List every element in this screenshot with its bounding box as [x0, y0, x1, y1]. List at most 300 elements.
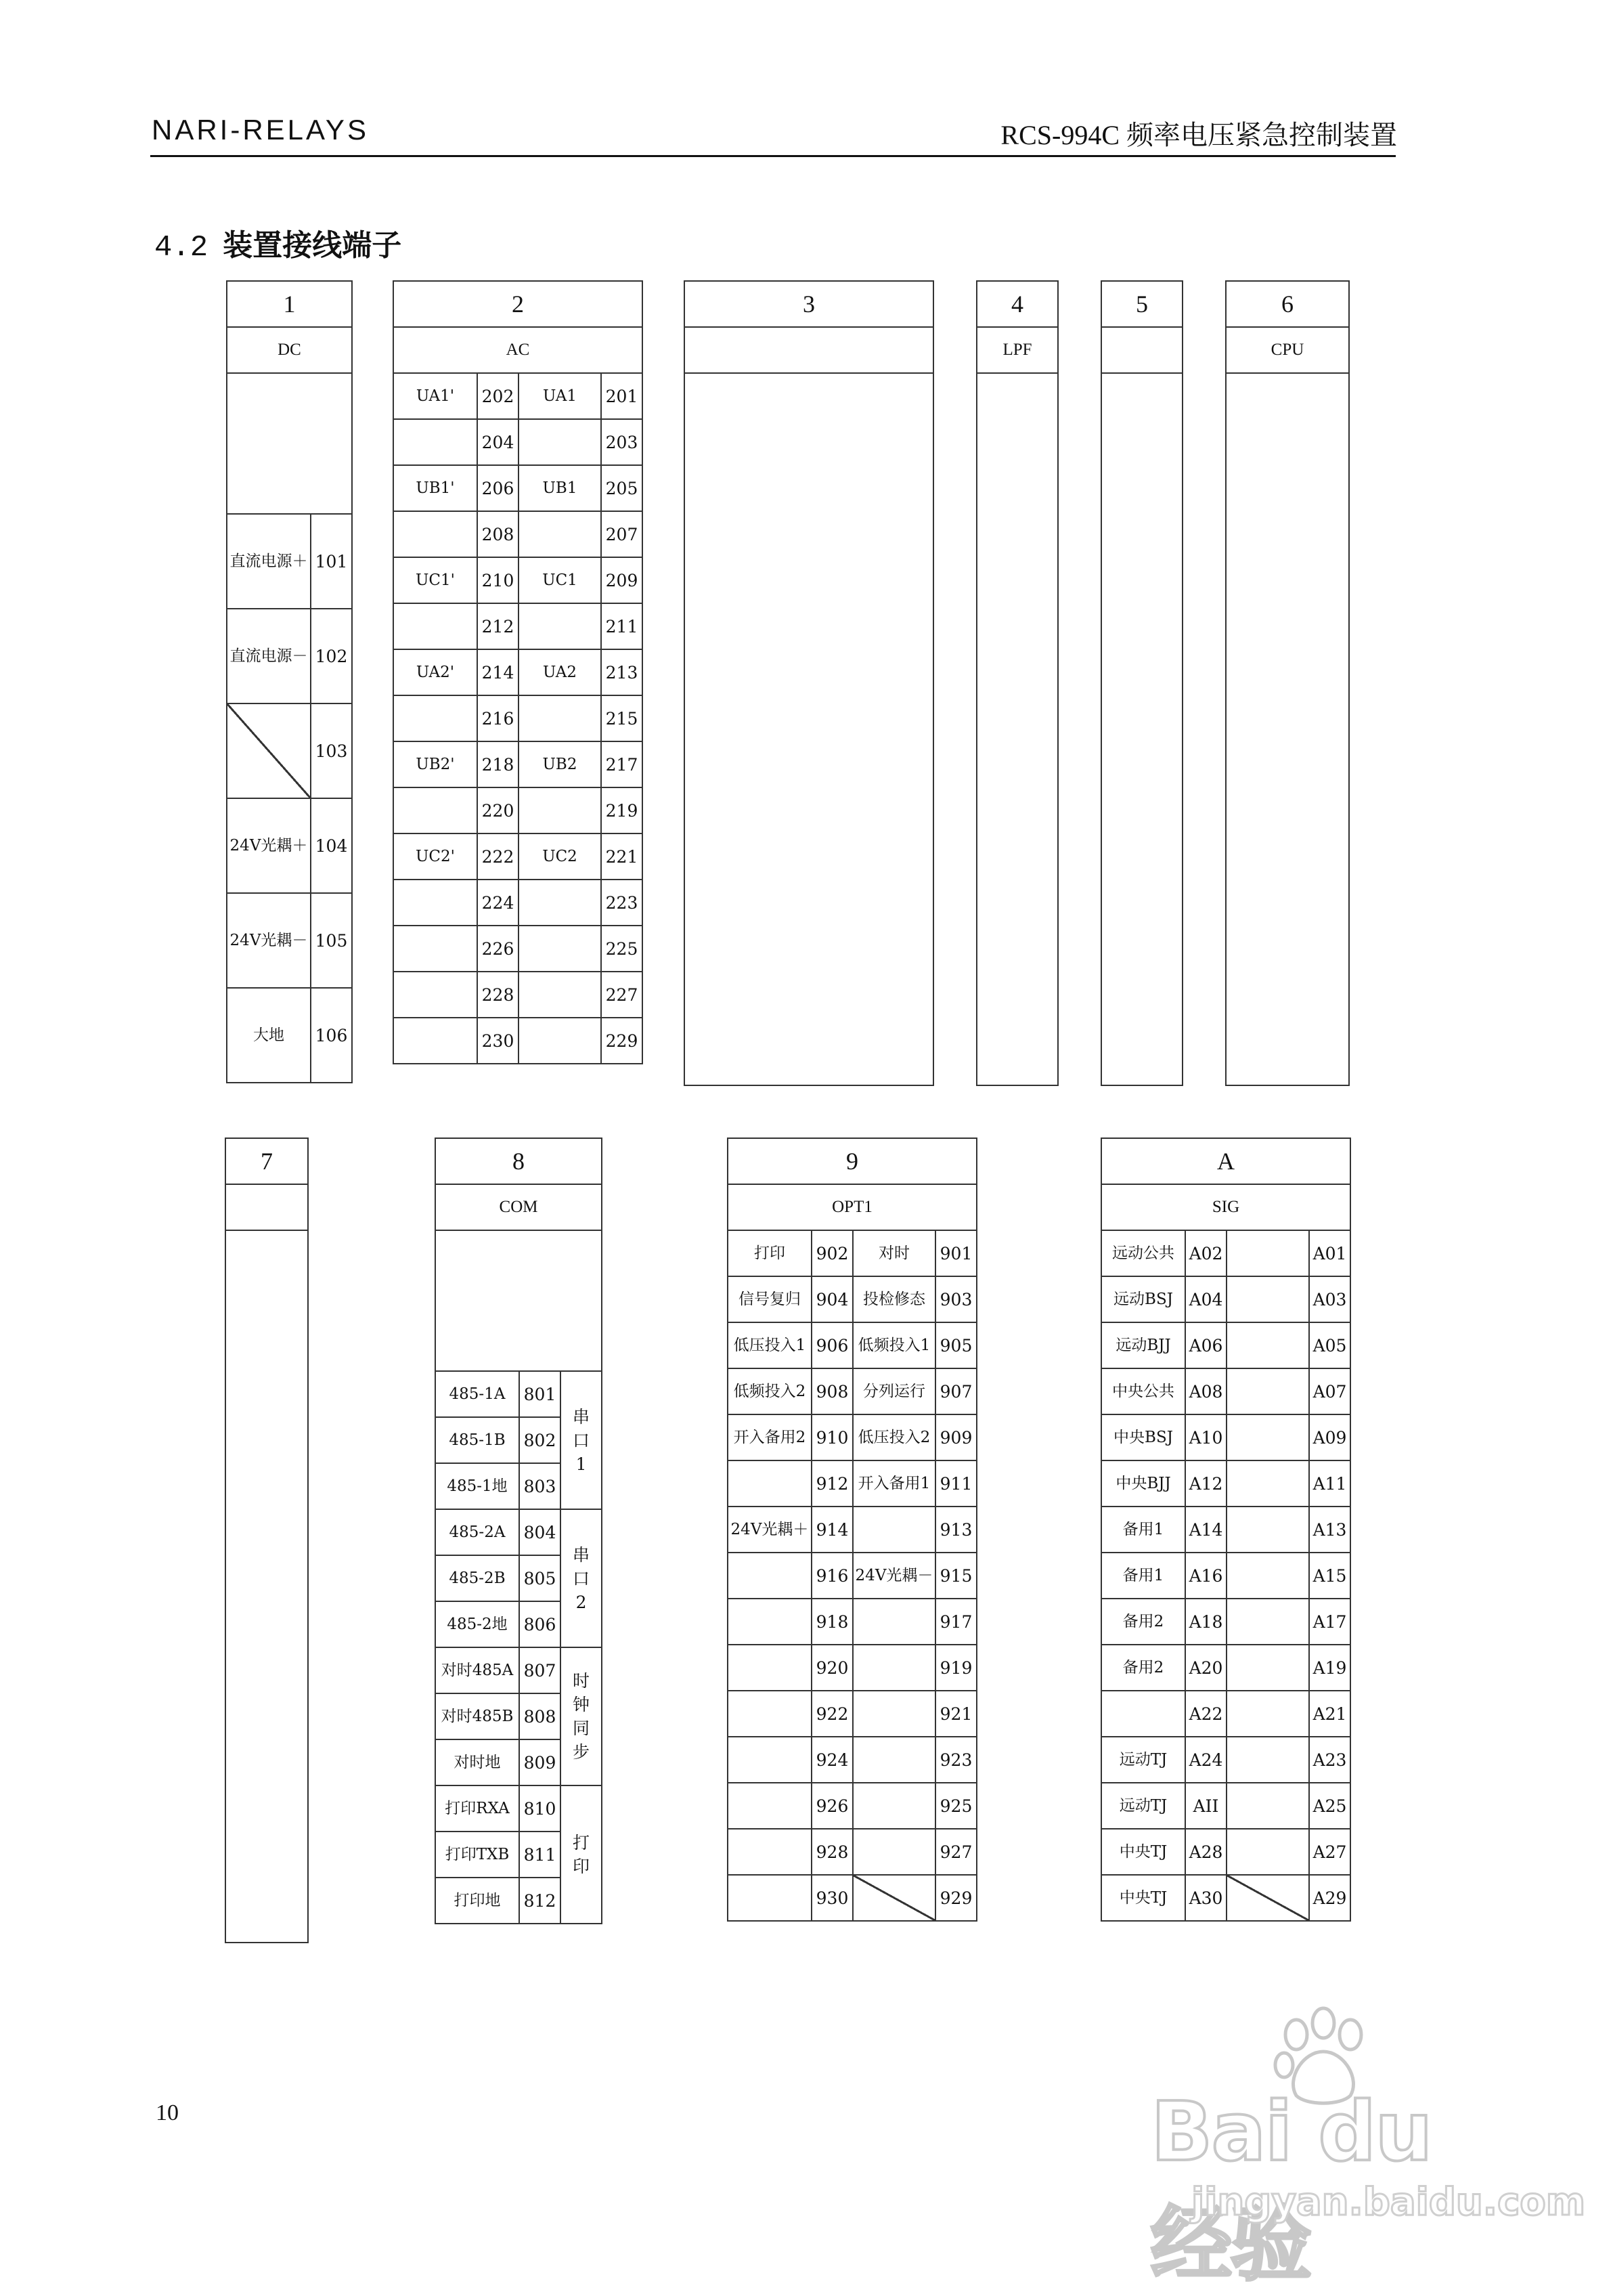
terminal-number-left: 228 — [477, 972, 518, 1018]
terminal-number-right: A29 — [1309, 1875, 1350, 1921]
terminal-row — [393, 926, 642, 972]
terminal-label-left — [393, 511, 477, 557]
board-7 — [225, 1138, 309, 1943]
board-number: 8 — [435, 1138, 602, 1184]
board-number: 6 — [1226, 281, 1349, 327]
terminal-number-left: A12 — [1185, 1460, 1227, 1507]
terminal-number-left: A08 — [1185, 1368, 1227, 1414]
terminal-label: 直流电源－ — [227, 609, 311, 703]
board-number: 3 — [684, 281, 933, 327]
terminal-label-right — [853, 1783, 935, 1829]
empty-area — [435, 1230, 602, 1371]
terminal-label-right — [1227, 1783, 1309, 1829]
terminal-row — [393, 511, 642, 557]
terminal-label-left: 中央TJ — [1101, 1875, 1185, 1921]
terminal-number-right: 923 — [935, 1737, 977, 1783]
terminal-number-right: 223 — [601, 880, 642, 926]
terminal-number-right: 925 — [935, 1783, 977, 1829]
terminal-number-right: 907 — [935, 1368, 977, 1414]
terminal-label-right — [853, 1599, 935, 1645]
terminal-number-right: A21 — [1309, 1691, 1350, 1737]
terminal-number-right: 921 — [935, 1691, 977, 1737]
terminal-label-right: 投检修态 — [853, 1276, 935, 1322]
terminal-row — [435, 1371, 602, 1417]
empty-area — [684, 373, 933, 1085]
terminal-label-right — [853, 1691, 935, 1737]
terminal-label-right — [518, 511, 601, 557]
board-type: COM — [435, 1184, 602, 1230]
board-8-rows — [435, 1371, 602, 1924]
terminal-number: 102 — [311, 609, 352, 703]
section-heading — [154, 221, 401, 265]
terminal-label-left — [393, 787, 477, 833]
terminal-row — [393, 880, 642, 926]
terminal-number-right: A07 — [1309, 1368, 1350, 1414]
terminal-row — [393, 787, 642, 833]
terminal-number: 101 — [311, 514, 352, 609]
terminal-number-left: A10 — [1185, 1414, 1227, 1460]
board-6-cpu — [1225, 280, 1350, 1086]
terminal-row — [393, 649, 642, 695]
terminal-number-left: 914 — [812, 1507, 853, 1553]
terminal-label-left: 中央TJ — [1101, 1829, 1185, 1875]
terminal-number-right: A01 — [1309, 1230, 1350, 1276]
terminal-label-left: 打印 — [728, 1230, 812, 1276]
empty-area — [1101, 373, 1183, 1085]
terminal-number-left: 908 — [812, 1368, 853, 1414]
terminal-row — [1101, 1507, 1350, 1553]
terminal-number-right: A13 — [1309, 1507, 1350, 1553]
terminal-number-right: 905 — [935, 1322, 977, 1368]
terminal-number-left: 208 — [477, 511, 518, 557]
terminal-number-right: A09 — [1309, 1414, 1350, 1460]
terminal-number-left: 214 — [477, 649, 518, 695]
board-type: DC — [227, 327, 352, 373]
terminal-row — [728, 1553, 977, 1599]
terminal-label-left: UB1' — [393, 465, 477, 511]
terminal-label-left — [728, 1829, 812, 1875]
board-type — [684, 327, 933, 373]
terminal-number: 801 — [519, 1371, 560, 1417]
terminal-number: 805 — [519, 1555, 560, 1601]
terminal-number-right: A23 — [1309, 1737, 1350, 1783]
terminal-number-right: 211 — [601, 603, 642, 649]
terminal-number-right: 205 — [601, 465, 642, 511]
terminal-number-right: A19 — [1309, 1645, 1350, 1691]
terminal-number: 809 — [519, 1739, 560, 1785]
terminal-number: 106 — [311, 988, 352, 1083]
unused-terminal-slash — [1227, 1875, 1309, 1921]
terminal-number-right: 225 — [601, 926, 642, 972]
board-1-dc — [226, 280, 353, 1083]
terminal-number-left: A20 — [1185, 1645, 1227, 1691]
terminal-number-left: A24 — [1185, 1737, 1227, 1783]
baidu-jingyan-watermark — [1151, 2004, 1586, 2292]
terminal-label-left: 低频投入2 — [728, 1368, 812, 1414]
terminal-number: 804 — [519, 1509, 560, 1555]
board-5 — [1101, 280, 1183, 1086]
terminal-label-right — [1227, 1599, 1309, 1645]
terminal-number-left: A28 — [1185, 1829, 1227, 1875]
terminal-number-left: 928 — [812, 1829, 853, 1875]
terminal-row — [1101, 1875, 1350, 1921]
terminal-label-right — [853, 1737, 935, 1783]
terminal-label-left — [393, 926, 477, 972]
terminal-label-left: 远动TJ — [1101, 1737, 1185, 1783]
terminal-label-right — [1227, 1230, 1309, 1276]
terminal-number-left: 920 — [812, 1645, 853, 1691]
terminal-number-right: A15 — [1309, 1553, 1350, 1599]
terminal-label: 485-2A — [435, 1509, 519, 1555]
terminal-row — [393, 741, 642, 787]
terminal-label-left — [728, 1553, 812, 1599]
terminal-number-left: 926 — [812, 1783, 853, 1829]
terminal-label-left — [728, 1783, 812, 1829]
terminal-number-right: 217 — [601, 741, 642, 787]
terminal-number-right: 221 — [601, 833, 642, 880]
terminal-label-left: UC2' — [393, 833, 477, 880]
board-4-lpf — [976, 280, 1059, 1086]
terminal-group-label: 串口1 — [560, 1371, 602, 1509]
terminal-label-left — [393, 695, 477, 741]
board-2-rows — [393, 373, 642, 1064]
board-number: A — [1101, 1138, 1350, 1184]
empty-area — [227, 373, 352, 514]
terminal-number-left: A22 — [1185, 1691, 1227, 1737]
terminal-label-right: UC1 — [518, 557, 601, 603]
terminal-row — [1101, 1645, 1350, 1691]
terminal-number-left: 904 — [812, 1276, 853, 1322]
terminal-label-left: UC1' — [393, 557, 477, 603]
watermark-url: jingyan.baidu.com — [1191, 2180, 1586, 2224]
terminal-group-label: 串口2 — [560, 1509, 602, 1647]
terminal-label-left: 备用2 — [1101, 1599, 1185, 1645]
terminal-label-right: UA1 — [518, 373, 601, 419]
terminal-label-left — [393, 419, 477, 465]
terminal-label: 对时485B — [435, 1693, 519, 1739]
terminal-label-left: 低压投入1 — [728, 1322, 812, 1368]
terminal-label-left — [393, 972, 477, 1018]
terminal-number-left: 906 — [812, 1322, 853, 1368]
terminal-label-left: 备用2 — [1101, 1645, 1185, 1691]
terminal-number-right: 219 — [601, 787, 642, 833]
terminal-number-left: A14 — [1185, 1507, 1227, 1553]
terminal-number-right: 203 — [601, 419, 642, 465]
terminal-row — [728, 1783, 977, 1829]
terminal-label-right — [518, 926, 601, 972]
terminal-label-right — [518, 1018, 601, 1064]
board-type: SIG — [1101, 1184, 1350, 1230]
terminal-label: 485-2地 — [435, 1601, 519, 1647]
terminal-label-right — [518, 695, 601, 741]
board-type — [1101, 327, 1183, 373]
terminal-row — [1101, 1829, 1350, 1875]
terminal-number-right: A05 — [1309, 1322, 1350, 1368]
terminal-number-right: 213 — [601, 649, 642, 695]
terminal-row — [728, 1645, 977, 1691]
board-number: 4 — [977, 281, 1058, 327]
terminal-row — [393, 557, 642, 603]
terminal-number-right: A17 — [1309, 1599, 1350, 1645]
terminal-number-right: 929 — [935, 1875, 977, 1921]
terminal-group-label: 时钟同步 — [560, 1647, 602, 1785]
terminal-label-left: 24V光耦＋ — [728, 1507, 812, 1553]
terminal-number: 808 — [519, 1693, 560, 1739]
board-type — [225, 1184, 308, 1230]
terminal-number-right: 903 — [935, 1276, 977, 1322]
empty-area — [977, 373, 1058, 1085]
terminal-label: 对时地 — [435, 1739, 519, 1785]
terminal-label-right — [518, 880, 601, 926]
board-9-rows — [728, 1230, 977, 1921]
terminal-row — [1101, 1368, 1350, 1414]
terminal-label: 打印地 — [435, 1878, 519, 1924]
terminal-group-label: 打印 — [560, 1785, 602, 1924]
terminal-label-left: 信号复归 — [728, 1276, 812, 1322]
terminal-row — [393, 419, 642, 465]
terminal-number: 103 — [311, 703, 352, 798]
terminal-label-left: 中央公共 — [1101, 1368, 1185, 1414]
terminal-row — [1101, 1460, 1350, 1507]
terminal-label-right — [1227, 1368, 1309, 1414]
terminal-number-right: 207 — [601, 511, 642, 557]
terminal-row — [728, 1691, 977, 1737]
board-number: 1 — [227, 281, 352, 327]
terminal-number-left: 918 — [812, 1599, 853, 1645]
board-8-com — [435, 1138, 602, 1924]
terminal-label-left: UB2' — [393, 741, 477, 787]
terminal-number-right: 911 — [935, 1460, 977, 1507]
terminal-label: 485-1地 — [435, 1463, 519, 1509]
terminal-number-left: A04 — [1185, 1276, 1227, 1322]
terminal-number-left: 220 — [477, 787, 518, 833]
terminal-label-left — [728, 1460, 812, 1507]
empty-area — [1226, 373, 1349, 1085]
terminal-number-left: AII — [1185, 1783, 1227, 1829]
terminal-number-right: 215 — [601, 695, 642, 741]
terminal-label-left — [728, 1737, 812, 1783]
terminal-label-left: 备用1 — [1101, 1553, 1185, 1599]
terminal-row — [728, 1875, 977, 1921]
terminal-number: 802 — [519, 1417, 560, 1463]
terminal-number: 803 — [519, 1463, 560, 1509]
terminal-label-right: UB2 — [518, 741, 601, 787]
terminal-label: 打印TXB — [435, 1832, 519, 1878]
terminal-number-left: A18 — [1185, 1599, 1227, 1645]
terminal-label: 对时485A — [435, 1647, 519, 1693]
board-2-ac — [393, 280, 643, 1064]
terminal-number-right: 209 — [601, 557, 642, 603]
terminal-label-right — [853, 1645, 935, 1691]
terminal-label: 大地 — [227, 988, 311, 1083]
terminal-row — [1101, 1322, 1350, 1368]
terminal-number-right: 917 — [935, 1599, 977, 1645]
terminal-row — [1101, 1414, 1350, 1460]
terminal-label-left: 中央BSJ — [1101, 1414, 1185, 1460]
terminal-number-left: 212 — [477, 603, 518, 649]
terminal-label: 24V光耦＋ — [227, 798, 311, 893]
terminal-number-left: A02 — [1185, 1230, 1227, 1276]
terminal-row — [1101, 1599, 1350, 1645]
header-rule — [150, 155, 1396, 157]
terminal-number: 810 — [519, 1785, 560, 1832]
terminal-label-right — [1227, 1829, 1309, 1875]
terminal-label-right — [1227, 1553, 1309, 1599]
terminal-label-left: UA2' — [393, 649, 477, 695]
terminal-row — [435, 1509, 602, 1555]
terminal-label-right — [1227, 1507, 1309, 1553]
terminal-label-left: 远动公共 — [1101, 1230, 1185, 1276]
header-product-title: RCS-994C 频率电压紧急控制装置 — [1000, 120, 1397, 150]
terminal-number-right: 915 — [935, 1553, 977, 1599]
terminal-number-left: 902 — [812, 1230, 853, 1276]
terminal-label-right: 低频投入1 — [853, 1322, 935, 1368]
board-type: AC — [393, 327, 642, 373]
terminal-row — [728, 1599, 977, 1645]
terminal-number-left: 206 — [477, 465, 518, 511]
section-title: 装置接线端子 — [223, 228, 402, 263]
terminal-label-left: 远动BJJ — [1101, 1322, 1185, 1368]
terminal-row — [393, 972, 642, 1018]
terminal-number: 104 — [311, 798, 352, 893]
terminal-row — [728, 1276, 977, 1322]
terminal-number-left: 226 — [477, 926, 518, 972]
terminal-label-right — [1227, 1276, 1309, 1322]
terminal-number-right: 901 — [935, 1230, 977, 1276]
terminal-row — [1101, 1737, 1350, 1783]
terminal-label-right: 对时 — [853, 1230, 935, 1276]
terminal-label-left — [1101, 1691, 1185, 1737]
terminal-label-right — [1227, 1691, 1309, 1737]
empty-area — [225, 1230, 308, 1943]
board-a-sig — [1101, 1138, 1351, 1922]
terminal-label-right — [1227, 1645, 1309, 1691]
terminal-number-right: A03 — [1309, 1276, 1350, 1322]
terminal-number-left: 910 — [812, 1414, 853, 1460]
terminal-number: 806 — [519, 1601, 560, 1647]
terminal-row — [728, 1414, 977, 1460]
terminal-number-left: 210 — [477, 557, 518, 603]
terminal-number-left: 204 — [477, 419, 518, 465]
terminal-label-left — [728, 1645, 812, 1691]
terminal-number-left: A16 — [1185, 1553, 1227, 1599]
terminal-number-right: A25 — [1309, 1783, 1350, 1829]
terminal-number-right: 909 — [935, 1414, 977, 1460]
terminal-number-left: 930 — [812, 1875, 853, 1921]
terminal-row — [1101, 1783, 1350, 1829]
terminal-label: 485-2B — [435, 1555, 519, 1601]
terminal-row — [393, 465, 642, 511]
terminal-number-right: 927 — [935, 1829, 977, 1875]
terminal-label-right — [1227, 1414, 1309, 1460]
terminal-number-left: 216 — [477, 695, 518, 741]
board-type: CPU — [1226, 327, 1349, 373]
terminal-number-left: 218 — [477, 741, 518, 787]
terminal-label-left — [728, 1691, 812, 1737]
terminal-label-left — [393, 1018, 477, 1064]
page-number: 10 — [156, 2100, 179, 2125]
terminal-row — [435, 1785, 602, 1832]
terminal-label-left: 中央BJJ — [1101, 1460, 1185, 1507]
terminal-number-left: A30 — [1185, 1875, 1227, 1921]
terminal-row — [393, 603, 642, 649]
terminal-number-right: A27 — [1309, 1829, 1350, 1875]
board-9-opt1 — [727, 1138, 977, 1922]
terminal-number-left: 912 — [812, 1460, 853, 1507]
terminal-row — [1101, 1553, 1350, 1599]
terminal-label-right: UB1 — [518, 465, 601, 511]
terminal-label: 24V光耦－ — [227, 893, 311, 988]
watermark-brand: Bai du 经验 — [1151, 2085, 1432, 2292]
terminal-label-right — [518, 603, 601, 649]
terminal-row — [393, 1018, 642, 1064]
terminal-number-left: 922 — [812, 1691, 853, 1737]
terminal-number-right: 201 — [601, 373, 642, 419]
terminal-label-right — [853, 1829, 935, 1875]
terminal-row — [728, 1230, 977, 1276]
section-number: 4.2 — [154, 231, 208, 265]
unused-terminal-slash — [853, 1875, 935, 1921]
terminal-number-left: 224 — [477, 880, 518, 926]
board-number: 2 — [393, 281, 642, 327]
terminal-row — [1101, 1230, 1350, 1276]
terminal-number-right: 227 — [601, 972, 642, 1018]
terminal-number-left: 230 — [477, 1018, 518, 1064]
terminal-label-right — [1227, 1460, 1309, 1507]
terminal-label: 485-1B — [435, 1417, 519, 1463]
terminal-label-left: 远动TJ — [1101, 1783, 1185, 1829]
terminal-number-left: A06 — [1185, 1322, 1227, 1368]
terminal-row — [1101, 1276, 1350, 1322]
terminal-row — [728, 1368, 977, 1414]
terminal-row — [728, 1460, 977, 1507]
terminal-label-right: UC2 — [518, 833, 601, 880]
terminal-label-right — [518, 419, 601, 465]
terminal-label-left — [393, 603, 477, 649]
terminal-label-right — [518, 787, 601, 833]
board-a-rows — [1101, 1230, 1350, 1921]
terminal-label-left: 开入备用2 — [728, 1414, 812, 1460]
terminal-label-left: 备用1 — [1101, 1507, 1185, 1553]
terminal-row — [393, 833, 642, 880]
terminal-label-right — [1227, 1737, 1309, 1783]
terminal-label-left: 远动BSJ — [1101, 1276, 1185, 1322]
terminal-label-right — [518, 972, 601, 1018]
board-3 — [684, 280, 934, 1086]
terminal-label-left — [393, 880, 477, 926]
terminal-number-right: 229 — [601, 1018, 642, 1064]
terminal-number: 812 — [519, 1878, 560, 1924]
terminal-label-left — [728, 1875, 812, 1921]
terminal-label-left — [728, 1599, 812, 1645]
board-number: 9 — [728, 1138, 977, 1184]
terminal-row — [728, 1829, 977, 1875]
terminal-number-left: 202 — [477, 373, 518, 419]
terminal-row — [728, 1322, 977, 1368]
terminal-label: 直流电源＋ — [227, 514, 311, 609]
terminal-label-right: UA2 — [518, 649, 601, 695]
terminal-row — [728, 1507, 977, 1553]
terminal-label: 打印RXA — [435, 1785, 519, 1832]
board-type: OPT1 — [728, 1184, 977, 1230]
terminal-number-left: 916 — [812, 1553, 853, 1599]
terminal-label-right: 开入备用1 — [853, 1460, 935, 1507]
terminal-row — [1101, 1691, 1350, 1737]
terminal-number: 105 — [311, 893, 352, 988]
terminal-row — [435, 1647, 602, 1693]
header-brand: NARI-RELAYS — [152, 114, 369, 146]
terminal-row — [728, 1737, 977, 1783]
